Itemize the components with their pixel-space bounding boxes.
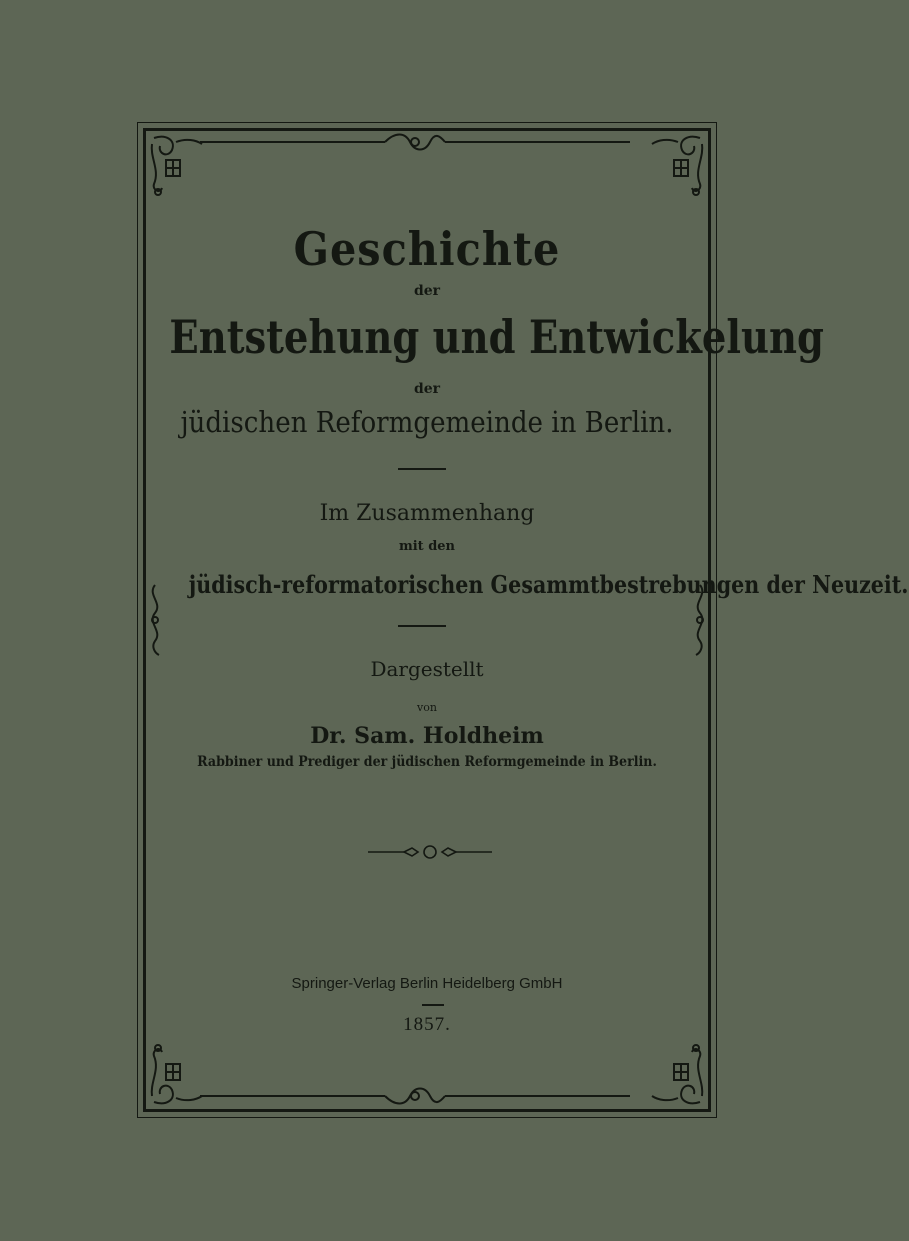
author-name: Dr. Sam. Holdheim (310, 723, 544, 749)
corner-ornament-bottom-left-icon (146, 1040, 206, 1110)
left-side-ornament-icon (143, 585, 167, 655)
publisher-name: Springer-Verlag Berlin Heidelberg GmbH (291, 975, 563, 992)
divider-rule-3 (422, 1004, 444, 1006)
divider-rule-2 (398, 625, 446, 627)
corner-ornament-top-left-icon (146, 130, 206, 200)
center-divider-ornament-icon (368, 843, 492, 861)
corner-ornament-top-right-icon (648, 130, 708, 200)
title-line-2: Entstehung und Entwickelung (169, 310, 824, 364)
top-center-ornament-icon (200, 128, 630, 158)
bottom-center-ornament-icon (200, 1082, 630, 1112)
presented-label: Dargestellt (370, 657, 484, 681)
author-role: Rabbiner und Prediger der jüdischen Reformgemeinde in Berlin. (197, 754, 657, 770)
title-line-1: Geschichte (293, 222, 561, 276)
divider-rule-1 (398, 468, 446, 470)
subtitle-line-1: Im Zusammenhang (319, 501, 535, 526)
title-connector-2: der (413, 381, 441, 397)
corner-ornament-bottom-right-icon (648, 1040, 708, 1110)
subtitle-connector: mit den (398, 539, 456, 554)
by-label: von (417, 701, 437, 714)
subtitle-line-2: jüdisch-reformatorischen Gesammtbestrebungen der Neuzeit. (188, 570, 909, 599)
publication-year: 1857. (403, 1014, 451, 1035)
title-line-3: jüdischen Reformgemeinde in Berlin. (180, 405, 674, 439)
title-connector-1: der (413, 283, 441, 299)
